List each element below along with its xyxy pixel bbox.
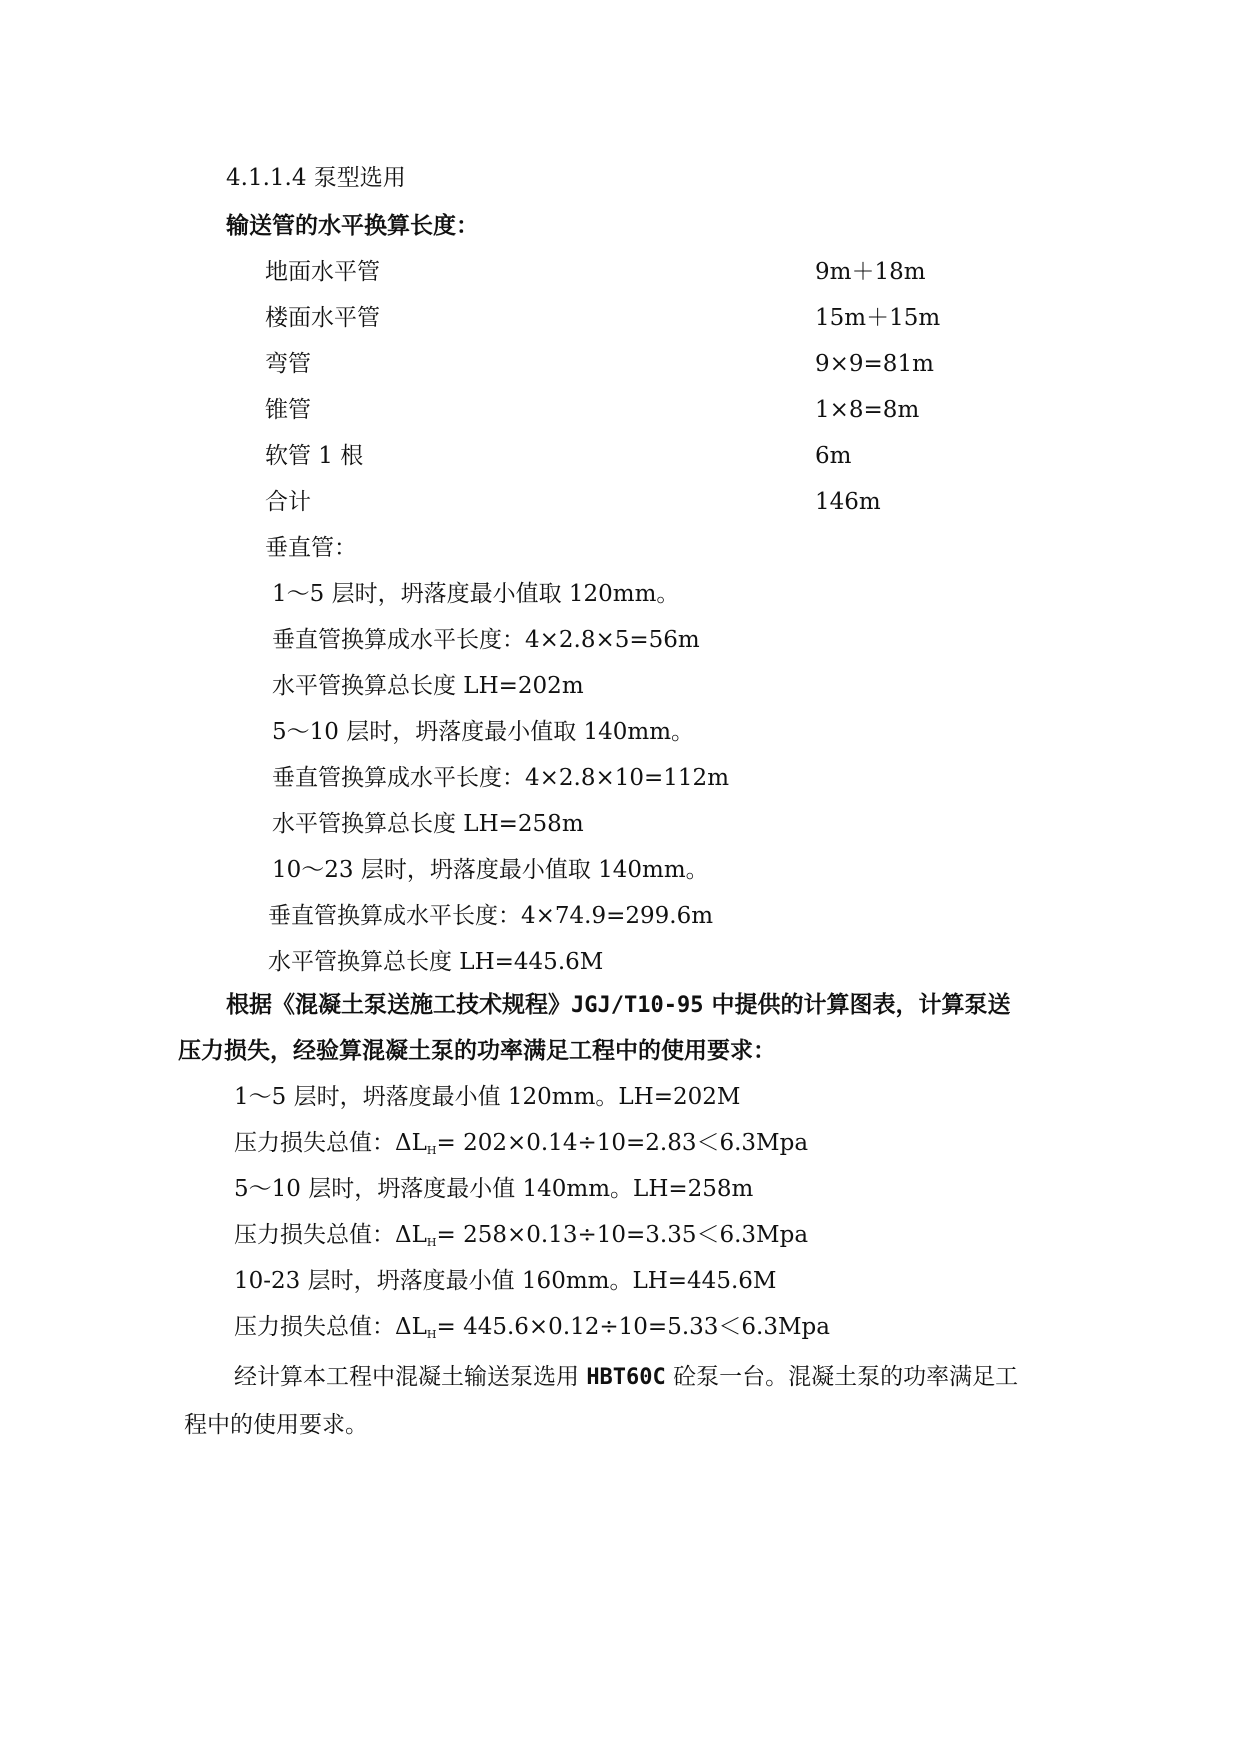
list-item <box>265 395 920 425</box>
subscript: H <box>426 1144 437 1157</box>
length-heading: 输送管的水平换算长度： <box>226 213 479 239</box>
conclusion-text: 砼泵一台。混凝土泵的功率满足工 <box>665 1364 1019 1390</box>
basis-paragraph-line2: 压力损失，经验算混凝土泵的功率满足工程中的使用要求： <box>178 1038 776 1064</box>
basis-paragraph-line1 <box>226 990 1010 1021</box>
basis-text: 中提供的计算图表，计算泵送 <box>703 992 1011 1018</box>
subscript: H <box>426 1236 437 1249</box>
formula: = 202×0.14÷10=2.83＜6.3Mpa <box>436 1130 809 1156</box>
pipe-value: 1×8=8m <box>815 397 920 423</box>
pipe-name: 合计 <box>265 489 311 515</box>
pipe-value: 9m＋18m <box>815 259 926 285</box>
subscript: H <box>426 1328 437 1341</box>
pipe-name: 楼面水平管 <box>265 305 380 331</box>
pipe-value: 15m＋15m <box>815 305 941 331</box>
pipe-name: 弯管 <box>265 351 311 377</box>
calc-formula <box>234 1312 830 1350</box>
vertical-line: 垂直管换算成水平长度：4×2.8×5=56m <box>272 627 700 653</box>
pipe-value: 9×9=81m <box>815 351 934 377</box>
vertical-line: 水平管换算总长度 LH=445.6M <box>268 949 604 975</box>
list-item <box>265 303 941 333</box>
vertical-line: 水平管换算总长度 LH=202m <box>272 673 584 699</box>
calc-formula <box>234 1128 808 1166</box>
pipe-value: 6m <box>815 443 852 469</box>
calc-prefix: 压力损失总值： <box>234 1314 395 1340</box>
calc-condition: 5～10 层时，坍落度最小值 140mm。LH=258m <box>234 1176 754 1202</box>
formula: = 258×0.13÷10=3.35＜6.3Mpa <box>436 1222 809 1248</box>
calc-prefix: 压力损失总值： <box>234 1130 395 1156</box>
section-heading: 4.1.1.4 泵型选用 <box>226 165 406 191</box>
delta-symbol: ΔL <box>395 1130 427 1156</box>
pipe-name: 软管 1 根 <box>265 443 364 469</box>
pump-model: HBT60C <box>586 1365 666 1390</box>
code-reference: JGJ/T10-95 <box>571 993 704 1018</box>
vertical-line: 1～5 层时，坍落度最小值取 120mm。 <box>272 581 680 607</box>
vertical-line: 垂直管换算成水平长度：4×74.9=299.6m <box>268 903 714 929</box>
list-item <box>265 441 852 471</box>
vertical-line: 垂直管换算成水平长度：4×2.8×10=112m <box>272 765 730 791</box>
conclusion-line2: 程中的使用要求。 <box>184 1412 368 1438</box>
pipe-name: 锥管 <box>265 397 311 423</box>
conclusion-line1 <box>234 1362 1018 1393</box>
delta-symbol: ΔL <box>395 1314 427 1340</box>
calc-formula <box>234 1220 808 1258</box>
calc-condition: 10-23 层时，坍落度最小值 160mm。LH=445.6M <box>234 1268 777 1294</box>
list-item <box>265 257 926 287</box>
delta-symbol: ΔL <box>395 1222 427 1248</box>
vertical-line: 水平管换算总长度 LH=258m <box>272 811 584 837</box>
basis-text: 根据《混凝土泵送施工技术规程》 <box>226 992 571 1018</box>
vertical-line: 10～23 层时，坍落度最小值取 140mm。 <box>272 857 709 883</box>
pipe-name: 地面水平管 <box>265 259 380 285</box>
vertical-line: 5～10 层时，坍落度最小值取 140mm。 <box>272 719 695 745</box>
pipe-value: 146m <box>815 489 881 515</box>
conclusion-text: 经计算本工程中混凝土输送泵选用 <box>234 1364 587 1390</box>
vertical-heading: 垂直管： <box>265 535 357 561</box>
list-item <box>265 487 881 517</box>
list-item <box>265 349 934 379</box>
formula: = 445.6×0.12÷10=5.33＜6.3Mpa <box>436 1314 830 1340</box>
calc-condition: 1～5 层时，坍落度最小值 120mm。LH=202M <box>234 1084 741 1110</box>
calc-prefix: 压力损失总值： <box>234 1222 395 1248</box>
